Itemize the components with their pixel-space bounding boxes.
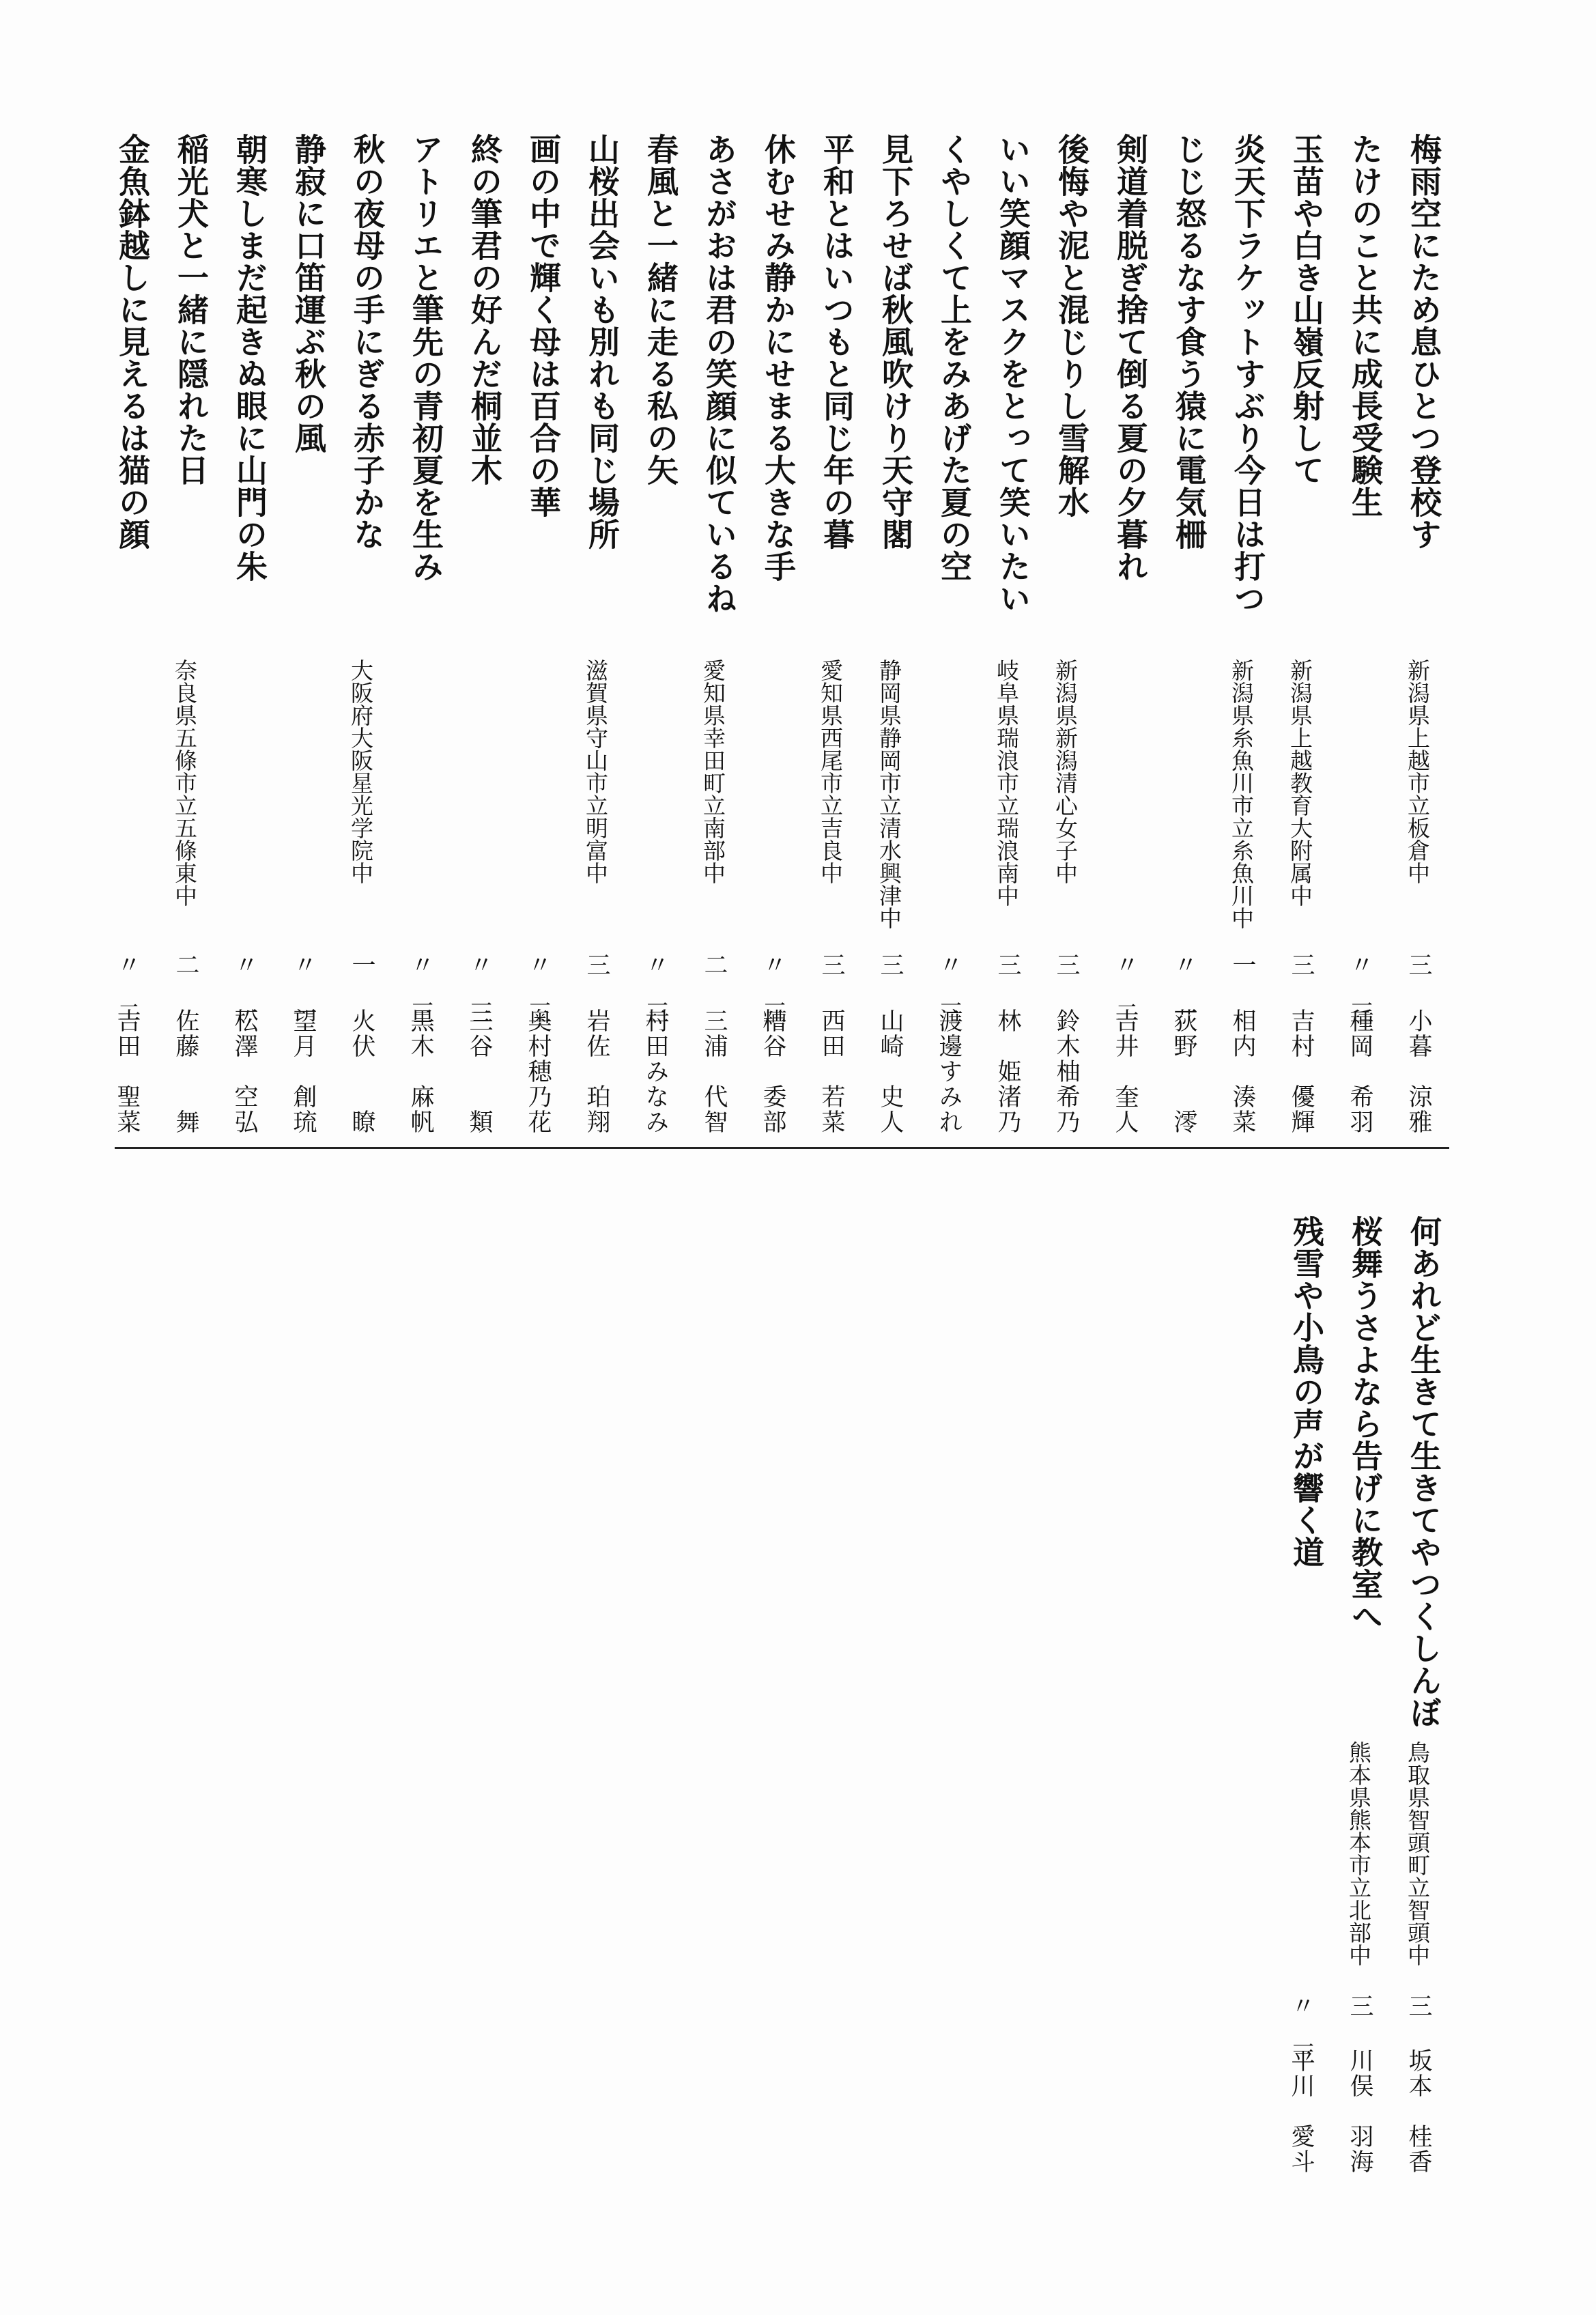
grade: 〃 一 — [289, 952, 317, 1024]
grade: 〃 三 — [466, 952, 493, 1024]
haiku-entry — [510, 133, 569, 1135]
grade: 〃 二 — [113, 952, 141, 1024]
haiku-entry — [803, 133, 862, 1135]
haiku-entry — [451, 133, 510, 1135]
author-name: 火伏 瞭 — [348, 1008, 375, 1135]
author-name: 渡邊すみれ — [935, 1008, 963, 1135]
author-name: 相内 湊菜 — [1229, 1008, 1256, 1135]
haiku-text: 金魚鉢越しに見えるは猫の顔 — [114, 133, 151, 550]
grade: 三 — [1053, 952, 1080, 976]
haiku-text: 平和とはいつもと同じ年の暮 — [818, 133, 855, 550]
author-name: 村田みなみ — [642, 1008, 669, 1135]
grade: 三 — [1405, 1993, 1432, 2017]
author-name: 望月 創琉 — [289, 1008, 317, 1135]
grade: 三 — [583, 952, 610, 976]
school-name: 鳥取県智頭町立智頭中 — [1404, 1741, 1431, 1966]
school-name: 大阪府大阪星光学院中 — [347, 659, 374, 884]
haiku-entry — [393, 133, 451, 1135]
haiku-entry — [1038, 133, 1097, 1135]
author-name: 小暮 涼雅 — [1405, 1008, 1432, 1135]
haiku-text: 休むせみ静かにせまる大きな手 — [760, 133, 797, 582]
section-divider — [115, 1147, 1449, 1149]
author-name: 平川 愛斗 — [1287, 2048, 1315, 2174]
author-name: 岩佐 珀翔 — [583, 1008, 610, 1135]
grade: 三 — [1287, 952, 1315, 976]
haiku-entry — [216, 133, 275, 1135]
school-name: 新潟県上越市立板倉中 — [1404, 659, 1431, 884]
grade: 〃 三 — [935, 952, 963, 1024]
author-name: 三浦 代智 — [700, 1008, 728, 1135]
grade: 〃 三 — [642, 952, 669, 1024]
haiku-text: 終の筆君の好んだ桐並木 — [466, 133, 503, 486]
grade: 一 — [348, 952, 375, 976]
haiku-text: あさがおは君の笑顔に似ているね — [701, 133, 738, 614]
haiku-text: 残雪や小鳥の声が響く道 — [1288, 1215, 1325, 1568]
school-name: 奈良県五條市立五條東中 — [171, 659, 198, 907]
haiku-entry — [1214, 133, 1273, 1135]
grade: 二 — [172, 952, 199, 976]
lower-haiku-list — [1272, 1215, 1449, 2174]
haiku-entry — [1332, 1215, 1391, 2174]
haiku-text: 秋の夜母の手にぎる赤子かな — [349, 133, 386, 550]
haiku-entry — [627, 133, 686, 1135]
haiku-text: 剣道着脱ぎ捨て倒る夏の夕暮れ — [1112, 133, 1149, 582]
grade: 二 — [700, 952, 728, 976]
author-name: 荻野 澪 — [1170, 1008, 1197, 1135]
author-name: 奥村穂乃花 — [524, 1008, 552, 1135]
haiku-text: くやしくて上をみあげた夏の空 — [936, 133, 973, 582]
haiku-text: 後悔や泥と混じりし雪解水 — [1053, 133, 1090, 518]
grade: 〃 三 — [407, 952, 434, 1024]
haiku-text: 春風と一緒に走る私の矢 — [642, 133, 679, 486]
haiku-entry — [99, 133, 158, 1135]
author-name: 吉村 優輝 — [1287, 1008, 1315, 1135]
haiku-text: 山桜出会いも別れも同じ場所 — [584, 133, 621, 550]
grade: 〃 三 — [524, 952, 552, 1024]
school-name: 愛知県西尾市立吉良中 — [817, 659, 844, 884]
school-name: 熊本県熊本市立北部中 — [1345, 1741, 1372, 1966]
haiku-entry — [569, 133, 627, 1135]
haiku-text: 炎天下ラケットすぶり今日は打つ — [1229, 133, 1266, 614]
grade: 〃 三 — [1287, 1993, 1315, 2065]
haiku-entry — [1273, 133, 1332, 1135]
haiku-entry — [158, 133, 216, 1135]
grade: 一 — [1229, 952, 1256, 976]
grade: 〃 二 — [1111, 952, 1139, 1024]
haiku-text: 稲光犬と一緒に隠れた日 — [173, 133, 210, 486]
haiku-entry — [862, 133, 921, 1135]
author-name: 吉田 聖菜 — [113, 1008, 141, 1135]
haiku-text: 静寂に口笛運ぶ秋の風 — [290, 133, 327, 454]
grade: 〃 一 — [1170, 952, 1197, 1024]
haiku-text: いい笑顔マスクをとって笑いたい — [995, 133, 1031, 614]
upper-haiku-list — [111, 133, 1449, 1135]
haiku-entry — [275, 133, 334, 1135]
author-name: 佐藤 舞 — [172, 1008, 199, 1135]
author-name: 西田 若菜 — [818, 1008, 845, 1135]
school-name: 新潟県糸魚川市立糸魚川中 — [1228, 659, 1255, 929]
author-name: 糟谷 委部 — [759, 1008, 786, 1135]
haiku-entry — [686, 133, 745, 1135]
author-name: 吉井 奎人 — [1111, 1008, 1139, 1135]
school-name: 愛知県幸田町立南部中 — [700, 659, 726, 884]
grade: 三 — [994, 952, 1021, 976]
author-name: 鈴木柚希乃 — [1053, 1008, 1080, 1135]
grade: 三 — [1346, 1993, 1373, 2017]
grade: 三 — [877, 952, 904, 976]
author-name: 坂本 桂香 — [1405, 2048, 1432, 2174]
school-name: 新潟県上越教育大附属中 — [1287, 659, 1313, 907]
school-name: 新潟県新潟清心女子中 — [1052, 659, 1079, 884]
haiku-entry — [1273, 1215, 1332, 2174]
grade: 〃 一 — [231, 952, 258, 1024]
haiku-entry — [334, 133, 393, 1135]
grade: 三 — [818, 952, 845, 976]
haiku-entry — [1391, 1215, 1449, 2174]
grade: 〃 三 — [1346, 952, 1373, 1024]
grade: 三 — [1405, 952, 1432, 976]
author-name: 川俣 羽海 — [1346, 2048, 1373, 2174]
school-name: 滋賀県守山市立明富中 — [582, 659, 609, 884]
school-name: 静岡県静岡市立清水興津中 — [876, 659, 902, 929]
haiku-text: 画の中で輝く母は百合の華 — [525, 133, 562, 518]
author-name: 林 姫渚乃 — [994, 1008, 1021, 1135]
haiku-text: 見下ろせば秋風吹けり天守閣 — [877, 133, 914, 550]
haiku-text: 梅雨空にため息ひとつ登校す — [1406, 133, 1442, 550]
author-name: 種岡 希羽 — [1346, 1008, 1373, 1135]
haiku-text: 朝寒しまだ起きぬ眼に山門の朱 — [231, 133, 268, 582]
haiku-entry — [1097, 133, 1156, 1135]
author-name: 松澤 空弘 — [231, 1008, 258, 1135]
haiku-entry — [921, 133, 980, 1135]
haiku-text: じじ怒るなす食う猿に電気柵 — [1171, 133, 1208, 550]
haiku-text: 玉苗や白き山嶺反射して — [1288, 133, 1325, 486]
school-name: 岐阜県瑞浪市立瑞浪南中 — [993, 659, 1020, 907]
author-name: 黒木 麻帆 — [407, 1008, 434, 1135]
haiku-text: 桜舞うさよなら告げに教室へ — [1347, 1215, 1384, 1632]
haiku-entry — [1391, 133, 1449, 1135]
haiku-entry — [1156, 133, 1214, 1135]
author-name: 三谷 類 — [466, 1008, 493, 1135]
haiku-text: アトリエと筆先の青初夏を生み — [408, 133, 444, 582]
haiku-entry — [745, 133, 803, 1135]
haiku-entry — [1332, 133, 1391, 1135]
haiku-text: たけのこと共に成長受験生 — [1347, 133, 1384, 518]
haiku-text: 何あれど生きて生きてやつくしんぼ — [1406, 1215, 1442, 1729]
haiku-entry — [980, 133, 1038, 1135]
author-name: 山崎 史人 — [877, 1008, 904, 1135]
grade: 〃 三 — [759, 952, 786, 1024]
